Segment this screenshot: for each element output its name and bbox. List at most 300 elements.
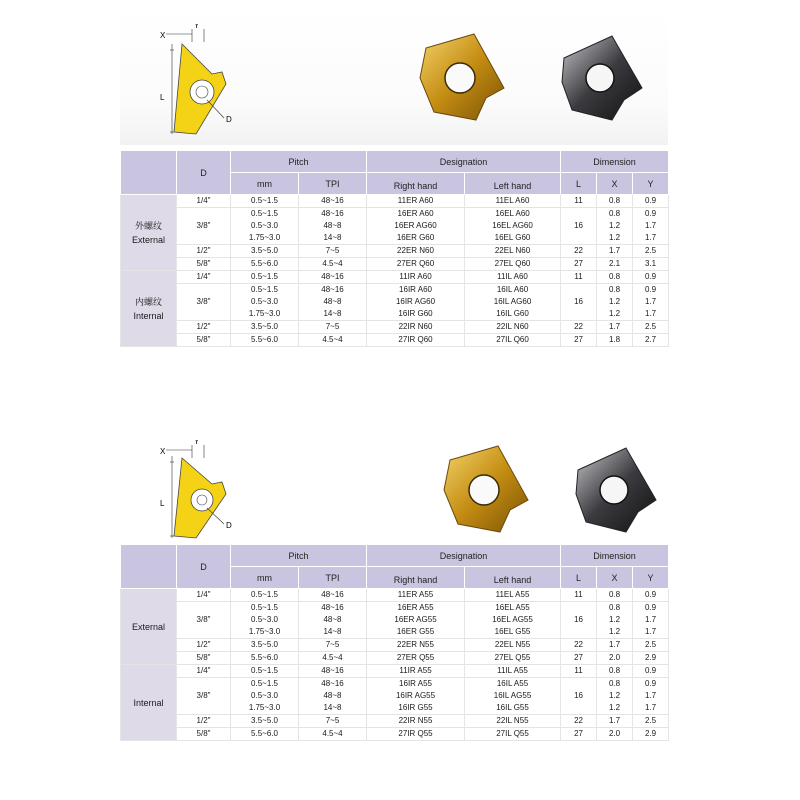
right-hand-cell-line: 16IR AG55 bbox=[395, 691, 436, 700]
spec-table-body bbox=[121, 589, 669, 741]
left-hand-cell bbox=[465, 245, 561, 258]
pitch-tpi-cell-line: 48~8 bbox=[323, 297, 342, 306]
pitch-mm-cell-line: 5.5~6.0 bbox=[251, 335, 278, 344]
header-blank bbox=[121, 545, 177, 589]
thread-type-en: External bbox=[131, 234, 166, 245]
header-y: Y bbox=[633, 173, 669, 195]
right-hand-cell-line: 22ER N60 bbox=[397, 246, 434, 255]
pitch-tpi-cell bbox=[299, 589, 367, 602]
dimension-y-cell-line: 2.5 bbox=[644, 716, 657, 725]
thread-type-cell bbox=[121, 589, 177, 665]
left-hand-cell-line: 22EL N55 bbox=[494, 640, 531, 649]
left-hand-cell bbox=[465, 271, 561, 284]
pitch-tpi-cell-line: 48~16 bbox=[321, 666, 344, 675]
dimension-y-cell-line: 2.5 bbox=[644, 640, 657, 649]
right-hand-cell-line: 16ER AG60 bbox=[394, 221, 437, 230]
dimension-y-cell bbox=[633, 665, 669, 678]
size-d-cell: 1/2" bbox=[177, 245, 231, 258]
thread-type-cell bbox=[121, 665, 177, 741]
dimension-x-cell-line: 0.8 bbox=[608, 679, 621, 688]
dimension-l-cell: 22 bbox=[561, 245, 597, 258]
pitch-mm-cell bbox=[231, 589, 299, 602]
dimension-l-cell: 11 bbox=[561, 271, 597, 284]
diagram-label-x: X bbox=[160, 31, 166, 40]
pitch-tpi-cell-line: 4.5~4 bbox=[322, 259, 343, 268]
header-mm: mm bbox=[231, 567, 299, 589]
left-hand-cell bbox=[465, 602, 561, 639]
pitch-tpi-cell-line: 48~8 bbox=[323, 691, 342, 700]
right-hand-cell bbox=[367, 245, 465, 258]
left-hand-cell-line: 11IL A55 bbox=[497, 666, 528, 675]
size-d-cell: 1/2" bbox=[177, 321, 231, 334]
pitch-tpi-cell-line: 48~16 bbox=[321, 285, 344, 294]
dimension-y-cell bbox=[633, 195, 669, 208]
dimension-x-cell-line: 1.2 bbox=[608, 615, 621, 624]
dimension-x-cell-line: 1.2 bbox=[608, 221, 621, 230]
table-row bbox=[121, 678, 669, 715]
dimension-y-cell-line: 1.7 bbox=[644, 309, 657, 318]
header-x: X bbox=[597, 567, 633, 589]
pitch-tpi-cell-line: 48~16 bbox=[321, 209, 344, 218]
pitch-mm-cell bbox=[231, 665, 299, 678]
right-hand-cell bbox=[367, 639, 465, 652]
dimension-x-cell-line: 1.7 bbox=[608, 716, 621, 725]
pitch-tpi-cell bbox=[299, 665, 367, 678]
right-hand-cell-line: 27ER Q60 bbox=[396, 259, 435, 268]
left-hand-cell bbox=[465, 284, 561, 321]
left-hand-cell-line: 27IL Q55 bbox=[496, 729, 529, 738]
dimension-x-cell bbox=[597, 639, 633, 652]
header-designation: Designation bbox=[367, 151, 561, 173]
size-d-cell: 1/4" bbox=[177, 195, 231, 208]
pitch-tpi-cell-line: 48~16 bbox=[321, 590, 344, 599]
table-row bbox=[121, 334, 669, 347]
table-row bbox=[121, 639, 669, 652]
pitch-mm-cell bbox=[231, 271, 299, 284]
left-hand-cell-line: 16IL A60 bbox=[496, 285, 529, 294]
left-hand-cell bbox=[465, 589, 561, 602]
insert-dimension-diagram bbox=[152, 440, 242, 540]
diagram-label-l: L bbox=[160, 93, 165, 102]
dimension-x-cell bbox=[597, 715, 633, 728]
dimension-x-cell bbox=[597, 334, 633, 347]
pitch-mm-cell-line: 0.5~3.0 bbox=[251, 691, 278, 700]
pitch-tpi-cell-line: 4.5~4 bbox=[322, 653, 343, 662]
pitch-tpi-cell-line: 4.5~4 bbox=[322, 729, 343, 738]
dimension-x-cell-line: 0.8 bbox=[608, 196, 621, 205]
dimension-x-cell-line: 1.7 bbox=[608, 246, 621, 255]
left-hand-cell bbox=[465, 639, 561, 652]
dimension-l-cell: 27 bbox=[561, 258, 597, 271]
dimension-l-cell: 16 bbox=[561, 678, 597, 715]
diagram-label-x: X bbox=[160, 447, 166, 456]
right-hand-cell-line: 22ER N55 bbox=[397, 640, 434, 649]
dimension-x-cell-line: 1.2 bbox=[608, 297, 621, 306]
left-hand-cell-line: 16EL AG55 bbox=[492, 615, 533, 624]
pitch-mm-cell bbox=[231, 284, 299, 321]
pitch-mm-cell-line: 3.5~5.0 bbox=[251, 246, 278, 255]
dimension-y-cell bbox=[633, 678, 669, 715]
pitch-tpi-cell-line: 14~8 bbox=[323, 703, 342, 712]
pitch-mm-cell bbox=[231, 652, 299, 665]
pitch-mm-cell-line: 1.75~3.0 bbox=[248, 309, 281, 318]
pitch-tpi-cell bbox=[299, 334, 367, 347]
left-hand-cell-line: 22IL N55 bbox=[496, 716, 529, 725]
right-hand-cell bbox=[367, 334, 465, 347]
right-hand-cell-line: 16IR G60 bbox=[398, 309, 433, 318]
left-hand-cell-line: 16EL AG60 bbox=[492, 221, 533, 230]
pitch-tpi-cell-line: 7~5 bbox=[325, 716, 340, 725]
table-row bbox=[121, 284, 669, 321]
pitch-mm-cell bbox=[231, 195, 299, 208]
pitch-mm-cell-line: 0.5~1.5 bbox=[251, 590, 278, 599]
size-d-cell: 1/4" bbox=[177, 271, 231, 284]
pitch-mm-cell bbox=[231, 602, 299, 639]
dimension-x-cell-line: 1.2 bbox=[608, 691, 621, 700]
pitch-tpi-cell-line: 7~5 bbox=[325, 246, 340, 255]
size-d-cell: 5/8" bbox=[177, 334, 231, 347]
pitch-tpi-cell bbox=[299, 639, 367, 652]
dimension-x-cell-line: 1.7 bbox=[608, 640, 621, 649]
dimension-l-cell: 22 bbox=[561, 321, 597, 334]
left-hand-cell-line: 11EL A55 bbox=[495, 590, 530, 599]
table-row bbox=[121, 208, 669, 245]
table-row bbox=[121, 321, 669, 334]
right-hand-cell bbox=[367, 589, 465, 602]
diagram-label-l: L bbox=[160, 499, 165, 508]
dimension-x-cell-line: 0.8 bbox=[608, 603, 621, 612]
header-left-hand: Left hand bbox=[465, 173, 561, 195]
dimension-l-cell: 27 bbox=[561, 334, 597, 347]
pitch-tpi-cell-line: 48~16 bbox=[321, 272, 344, 281]
dimension-y-cell-line: 0.9 bbox=[644, 603, 657, 612]
dimension-y-cell-line: 1.7 bbox=[644, 221, 657, 230]
left-hand-cell-line: 16EL G60 bbox=[494, 233, 531, 242]
pitch-tpi-cell bbox=[299, 258, 367, 271]
dimension-y-cell-line: 1.7 bbox=[644, 615, 657, 624]
dimension-y-cell bbox=[633, 602, 669, 639]
size-d-cell: 3/8" bbox=[177, 678, 231, 715]
dimension-y-cell-line: 0.9 bbox=[644, 196, 657, 205]
table-row bbox=[121, 602, 669, 639]
pitch-mm-cell bbox=[231, 208, 299, 245]
left-hand-cell bbox=[465, 728, 561, 741]
header-y: Y bbox=[633, 567, 669, 589]
thread-type-en: Internal bbox=[133, 310, 164, 321]
table-row bbox=[121, 245, 669, 258]
dimension-x-cell bbox=[597, 665, 633, 678]
dimension-y-cell bbox=[633, 652, 669, 665]
pitch-tpi-cell-line: 7~5 bbox=[325, 640, 340, 649]
right-hand-cell-line: 16ER G60 bbox=[396, 233, 435, 242]
size-d-cell: 5/8" bbox=[177, 258, 231, 271]
pitch-mm-cell-line: 1.75~3.0 bbox=[248, 703, 281, 712]
dimension-y-cell bbox=[633, 639, 669, 652]
right-hand-cell-line: 27ER Q55 bbox=[396, 653, 435, 662]
left-hand-cell-line: 22EL N60 bbox=[494, 246, 531, 255]
dimension-x-cell-line: 0.8 bbox=[608, 209, 621, 218]
dimension-y-cell-line: 1.7 bbox=[644, 297, 657, 306]
pitch-mm-cell-line: 5.5~6.0 bbox=[251, 259, 278, 268]
left-hand-cell-line: 11EL A60 bbox=[495, 196, 530, 205]
pitch-mm-cell bbox=[231, 334, 299, 347]
header-right-hand: Right hand bbox=[367, 173, 465, 195]
right-hand-cell-line: 27IR Q60 bbox=[398, 335, 433, 344]
right-hand-cell bbox=[367, 321, 465, 334]
dimension-y-cell-line: 1.7 bbox=[644, 233, 657, 242]
dimension-x-cell-line: 1.2 bbox=[608, 703, 621, 712]
dimension-x-cell-line: 1.7 bbox=[608, 322, 621, 331]
header-d: D bbox=[177, 545, 231, 589]
dimension-x-cell bbox=[597, 589, 633, 602]
pitch-tpi-cell-line: 14~8 bbox=[323, 309, 342, 318]
left-hand-cell-line: 16IL A55 bbox=[496, 679, 529, 688]
coated-insert-image bbox=[570, 442, 666, 538]
size-d-cell: 1/2" bbox=[177, 639, 231, 652]
dimension-l-cell: 16 bbox=[561, 284, 597, 321]
header-x: X bbox=[597, 173, 633, 195]
table-row bbox=[121, 652, 669, 665]
table-row bbox=[121, 589, 669, 602]
right-hand-cell-line: 11ER A60 bbox=[397, 196, 434, 205]
left-hand-cell-line: 27IL Q60 bbox=[496, 335, 529, 344]
dimension-x-cell-line: 0.8 bbox=[608, 285, 621, 294]
pitch-tpi-cell-line: 48~16 bbox=[321, 679, 344, 688]
size-d-cell: 1/4" bbox=[177, 589, 231, 602]
right-hand-cell bbox=[367, 195, 465, 208]
table-row bbox=[121, 665, 669, 678]
product-image-strip bbox=[120, 10, 668, 145]
pitch-tpi-cell bbox=[299, 271, 367, 284]
pitch-tpi-cell bbox=[299, 602, 367, 639]
size-d-cell: 5/8" bbox=[177, 652, 231, 665]
right-hand-cell bbox=[367, 678, 465, 715]
right-hand-cell-line: 16IR A55 bbox=[399, 679, 432, 688]
left-hand-cell-line: 16EL A60 bbox=[495, 209, 530, 218]
dimension-y-cell bbox=[633, 728, 669, 741]
dimension-x-cell-line: 2.0 bbox=[608, 653, 621, 662]
size-d-cell: 3/8" bbox=[177, 208, 231, 245]
header-l: L bbox=[561, 567, 597, 589]
dimension-y-cell-line: 0.9 bbox=[644, 666, 657, 675]
dimension-x-cell bbox=[597, 271, 633, 284]
product-image-strip bbox=[120, 432, 668, 542]
left-hand-cell bbox=[465, 334, 561, 347]
dimension-y-cell bbox=[633, 245, 669, 258]
right-hand-cell-line: 16ER A60 bbox=[397, 209, 434, 218]
diagram-label-d: D bbox=[226, 115, 232, 124]
dimension-y-cell bbox=[633, 271, 669, 284]
dimension-x-cell bbox=[597, 728, 633, 741]
dimension-x-cell bbox=[597, 284, 633, 321]
left-hand-cell bbox=[465, 321, 561, 334]
right-hand-cell-line: 16IR G55 bbox=[398, 703, 433, 712]
pitch-mm-cell-line: 5.5~6.0 bbox=[251, 729, 278, 738]
dimension-x-cell bbox=[597, 678, 633, 715]
left-hand-cell-line: 16EL G55 bbox=[494, 627, 531, 636]
pitch-tpi-cell bbox=[299, 678, 367, 715]
right-hand-cell bbox=[367, 602, 465, 639]
pitch-mm-cell-line: 0.5~3.0 bbox=[251, 297, 278, 306]
pitch-mm-cell-line: 0.5~1.5 bbox=[251, 679, 278, 688]
left-hand-cell-line: 22IL N60 bbox=[496, 322, 529, 331]
dimension-x-cell-line: 0.8 bbox=[608, 590, 621, 599]
dimension-l-cell: 22 bbox=[561, 639, 597, 652]
pitch-mm-cell-line: 3.5~5.0 bbox=[251, 640, 278, 649]
dimension-y-cell bbox=[633, 715, 669, 728]
dimension-l-cell: 27 bbox=[561, 652, 597, 665]
dimension-x-cell bbox=[597, 245, 633, 258]
pitch-mm-cell-line: 1.75~3.0 bbox=[248, 233, 281, 242]
right-hand-cell-line: 16ER A55 bbox=[397, 603, 434, 612]
header-pitch: Pitch bbox=[231, 151, 367, 173]
pitch-tpi-cell bbox=[299, 245, 367, 258]
pitch-mm-cell bbox=[231, 258, 299, 271]
thread-type-en: External bbox=[131, 621, 166, 632]
dimension-l-cell: 11 bbox=[561, 589, 597, 602]
header-left-hand: Left hand bbox=[465, 567, 561, 589]
table-row bbox=[121, 728, 669, 741]
dimension-x-cell-line: 1.2 bbox=[608, 309, 621, 318]
gold-insert-image bbox=[440, 440, 536, 536]
left-hand-cell bbox=[465, 258, 561, 271]
right-hand-cell-line: 11ER A55 bbox=[397, 590, 434, 599]
dimension-y-cell-line: 2.9 bbox=[644, 729, 657, 738]
pitch-mm-cell-line: 0.5~1.5 bbox=[251, 285, 278, 294]
pitch-mm-cell bbox=[231, 715, 299, 728]
left-hand-cell bbox=[465, 652, 561, 665]
size-d-cell: 3/8" bbox=[177, 284, 231, 321]
dimension-x-cell-line: 2.0 bbox=[608, 729, 621, 738]
dimension-y-cell bbox=[633, 208, 669, 245]
dimension-x-cell bbox=[597, 195, 633, 208]
spec-table-body bbox=[121, 195, 669, 347]
dimension-y-cell bbox=[633, 589, 669, 602]
thread-type-cn: 内螺纹 bbox=[134, 296, 162, 307]
dimension-x-cell bbox=[597, 652, 633, 665]
pitch-mm-cell-line: 0.5~1.5 bbox=[251, 272, 278, 281]
right-hand-cell bbox=[367, 652, 465, 665]
header-tpi: TPI bbox=[299, 567, 367, 589]
table-row bbox=[121, 258, 669, 271]
pitch-mm-cell-line: 3.5~5.0 bbox=[251, 322, 278, 331]
pitch-mm-cell-line: 0.5~3.0 bbox=[251, 221, 278, 230]
diagram-label-y: Y bbox=[194, 24, 200, 30]
right-hand-cell bbox=[367, 208, 465, 245]
insert-dimension-diagram bbox=[152, 24, 242, 136]
dimension-y-cell-line: 0.9 bbox=[644, 590, 657, 599]
right-hand-cell bbox=[367, 715, 465, 728]
pitch-tpi-cell bbox=[299, 728, 367, 741]
pitch-mm-cell bbox=[231, 678, 299, 715]
diagram-label-y: Y bbox=[194, 440, 200, 446]
dimension-y-cell bbox=[633, 321, 669, 334]
header-d: D bbox=[177, 151, 231, 195]
right-hand-cell-line: 16IR A60 bbox=[399, 285, 432, 294]
pitch-tpi-cell bbox=[299, 284, 367, 321]
left-hand-cell bbox=[465, 208, 561, 245]
dimension-y-cell-line: 1.7 bbox=[644, 703, 657, 712]
header-tpi: TPI bbox=[299, 173, 367, 195]
header-blank bbox=[121, 151, 177, 195]
right-hand-cell-line: 22IR N60 bbox=[398, 322, 433, 331]
header-dimension: Dimension bbox=[561, 151, 669, 173]
left-hand-cell-line: 16IL G55 bbox=[496, 703, 529, 712]
dimension-l-cell: 11 bbox=[561, 665, 597, 678]
left-hand-cell-line: 16IL AG60 bbox=[493, 297, 532, 306]
right-hand-cell bbox=[367, 728, 465, 741]
size-d-cell: 5/8" bbox=[177, 728, 231, 741]
spec-table-60 bbox=[120, 150, 669, 347]
dimension-x-cell bbox=[597, 258, 633, 271]
pitch-tpi-cell bbox=[299, 715, 367, 728]
right-hand-cell-line: 16IR AG60 bbox=[395, 297, 436, 306]
dimension-x-cell bbox=[597, 602, 633, 639]
header-mm: mm bbox=[231, 173, 299, 195]
left-hand-cell-line: 16EL A55 bbox=[495, 603, 530, 612]
thread-type-cell bbox=[121, 271, 177, 347]
pitch-mm-cell-line: 0.5~1.5 bbox=[251, 209, 278, 218]
pitch-tpi-cell-line: 48~16 bbox=[321, 603, 344, 612]
header-pitch: Pitch bbox=[231, 545, 367, 567]
dimension-y-cell-line: 2.7 bbox=[644, 335, 657, 344]
spec-table-55 bbox=[120, 544, 669, 741]
dimension-y-cell-line: 1.7 bbox=[644, 691, 657, 700]
pitch-tpi-cell-line: 48~8 bbox=[323, 615, 342, 624]
dimension-x-cell-line: 1.2 bbox=[608, 233, 621, 242]
left-hand-cell-line: 27EL Q55 bbox=[494, 653, 531, 662]
right-hand-cell-line: 16ER AG55 bbox=[394, 615, 437, 624]
right-hand-cell bbox=[367, 258, 465, 271]
pitch-mm-cell-line: 5.5~6.0 bbox=[251, 653, 278, 662]
right-hand-cell-line: 27IR Q55 bbox=[398, 729, 433, 738]
pitch-mm-cell-line: 0.5~1.5 bbox=[251, 603, 278, 612]
dimension-x-cell bbox=[597, 321, 633, 334]
pitch-mm-cell-line: 3.5~5.0 bbox=[251, 716, 278, 725]
dimension-y-cell-line: 2.5 bbox=[644, 246, 657, 255]
dimension-y-cell bbox=[633, 284, 669, 321]
left-hand-cell-line: 27EL Q60 bbox=[494, 259, 531, 268]
dimension-y-cell-line: 0.9 bbox=[644, 285, 657, 294]
dimension-x-cell-line: 2.1 bbox=[608, 259, 621, 268]
pitch-tpi-cell bbox=[299, 321, 367, 334]
pitch-tpi-cell-line: 48~16 bbox=[321, 196, 344, 205]
pitch-tpi-cell-line: 7~5 bbox=[325, 322, 340, 331]
dimension-y-cell-line: 0.9 bbox=[644, 679, 657, 688]
pitch-tpi-cell bbox=[299, 195, 367, 208]
table-row bbox=[121, 271, 669, 284]
pitch-tpi-cell-line: 48~8 bbox=[323, 221, 342, 230]
right-hand-cell bbox=[367, 284, 465, 321]
gold-insert-image bbox=[416, 28, 512, 124]
size-d-cell: 1/2" bbox=[177, 715, 231, 728]
coated-insert-image bbox=[556, 30, 652, 126]
pitch-mm-cell-line: 0.5~1.5 bbox=[251, 196, 278, 205]
header-designation: Designation bbox=[367, 545, 561, 567]
thread-type-cell bbox=[121, 195, 177, 271]
dimension-y-cell-line: 2.5 bbox=[644, 322, 657, 331]
pitch-mm-cell bbox=[231, 639, 299, 652]
left-hand-cell bbox=[465, 715, 561, 728]
header-dimension: Dimension bbox=[561, 545, 669, 567]
pitch-tpi-cell bbox=[299, 208, 367, 245]
right-hand-cell bbox=[367, 271, 465, 284]
pitch-mm-cell-line: 1.75~3.0 bbox=[248, 627, 281, 636]
pitch-tpi-cell-line: 14~8 bbox=[323, 233, 342, 242]
left-hand-cell bbox=[465, 665, 561, 678]
dimension-l-cell: 11 bbox=[561, 195, 597, 208]
header-right-hand: Right hand bbox=[367, 567, 465, 589]
